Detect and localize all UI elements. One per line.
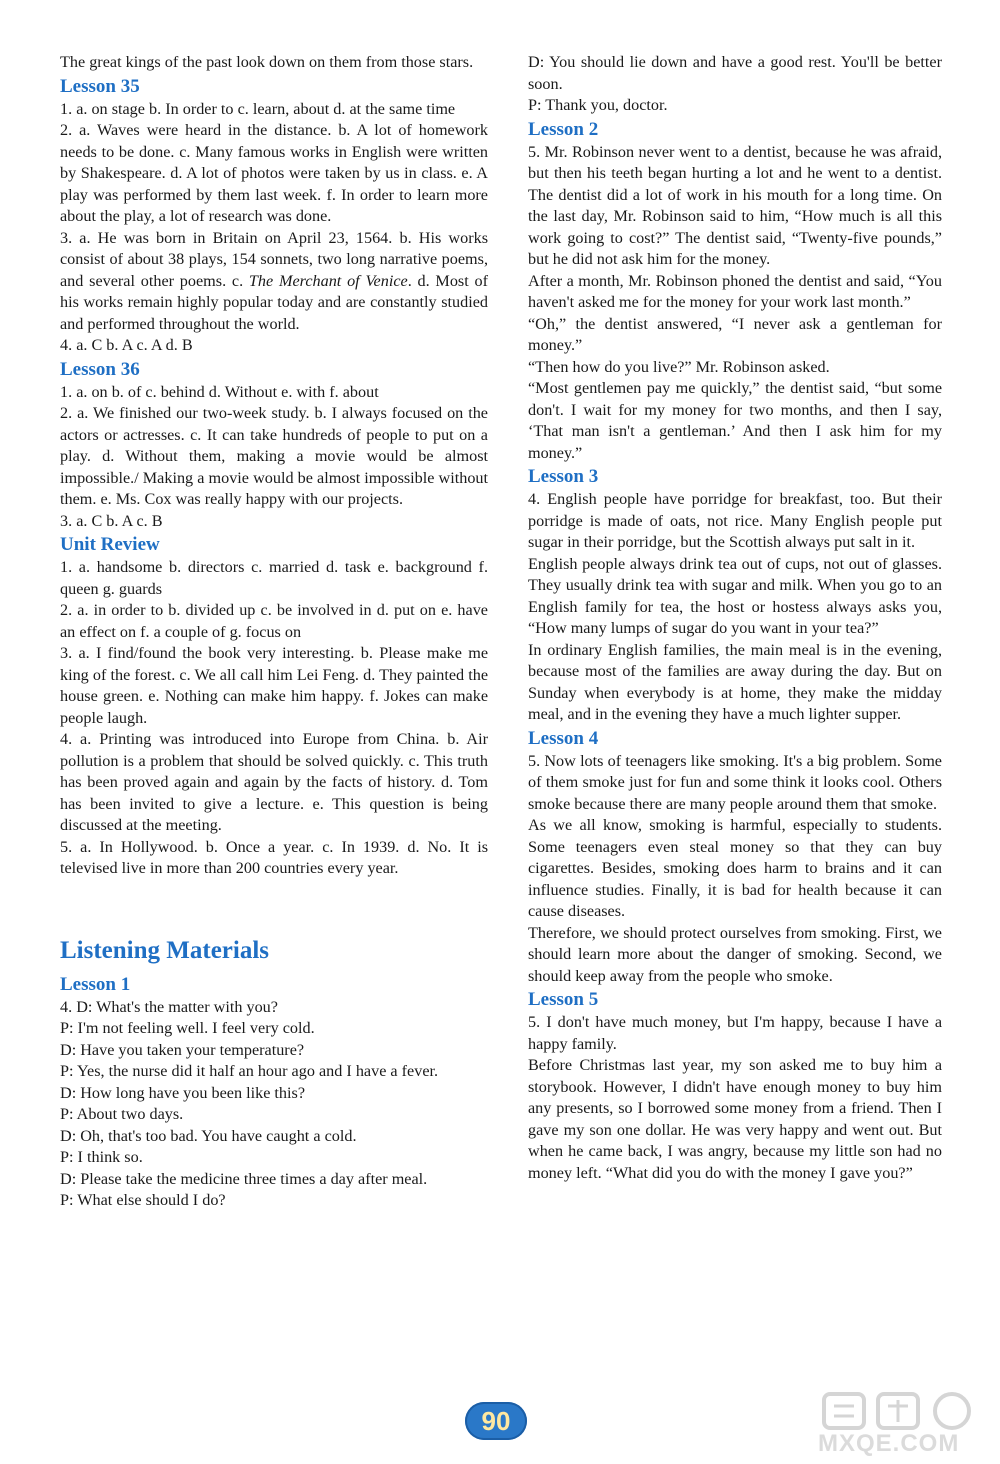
right-column xyxy=(528,52,942,1184)
lesson-3-paragraph: In ordinary English families, the main meal is in the evening, because most of the families are away during the day. But on Sunday when everybody is at home, they make the midday meal, and in the evening they have a much lighter supper. xyxy=(528,640,942,723)
dialogue-line: 4. D: What's the matter with you? xyxy=(60,997,278,1016)
dialogue-line: D: How long have you been like this? xyxy=(60,1083,306,1102)
lesson-35-answer-1: 1. a. on stage b. In order to c. learn, about d. at the same time xyxy=(60,99,456,118)
heading-lesson-3: Lesson 3 xyxy=(528,466,599,487)
dialogue-line: P: Yes, the nurse did it half an hour ago and I have a fever. xyxy=(60,1062,439,1080)
lesson-4-paragraph: 5. Now lots of teenagers like smoking. It's a big problem. Some of them smoke just for fun and some think it looks cool. Others smoke because there are many people around them that smoke. xyxy=(528,751,942,813)
dialogue-line: P: About two days. xyxy=(60,1105,184,1123)
lesson-2-paragraph: 5. Mr. Robinson never went to a dentist, because he was afraid, but then his teeth began hurting a lot and he went to a dentist. The dentist did a lot of work in his mouth for a long time. On the last day, Mr. Robinson said to him, “How much is all this work going to cost?” The dentist said, “Twenty-five pounds,” but he did not ask him for the money. xyxy=(528,142,942,268)
lesson-35-answer-4: 4. a. C b. A c. A d. B xyxy=(60,336,193,354)
heading-lesson-4: Lesson 4 xyxy=(528,727,599,749)
heading-unit-review: Unit Review xyxy=(60,534,160,555)
dialogue-line: D: Please take the medicine three times a day after meal. xyxy=(60,1169,428,1188)
lesson-35-answer-2: 2. a. Waves were heard in the distance. b. A lot of homework needs to be done. c. Many famous works in English were written by Shakespeare. d. A lot of photos were taken by us in class. e. A play was performed by them last week. f. In order to learn more about the play, a lot of research was done. xyxy=(60,121,488,225)
watermark-logo-icon xyxy=(820,1390,980,1432)
page-number: 90 xyxy=(481,1405,511,1436)
play-title: The Merchant of Venice xyxy=(248,271,408,290)
section-gap xyxy=(60,880,488,936)
lesson-5-paragraph: 5. I don't have much money, but I'm happy, because I have a happy family. xyxy=(528,1013,942,1053)
dialogue-line: P: I think so. xyxy=(60,1148,143,1166)
heading-lesson-36: Lesson 36 xyxy=(60,358,140,380)
lesson-2-paragraph: “Then how do you live?” Mr. Robinson asked. xyxy=(528,357,830,376)
heading-lesson-35: Lesson 35 xyxy=(60,75,140,97)
left-column xyxy=(60,52,488,1212)
lesson-3-paragraph: 4. English people have porridge for breakfast, too. But their porridge is made of oats, not rice. Many English people put sugar in their porridge, but the Scottish always put salt in it. xyxy=(528,490,942,551)
lesson-36-answer-3: 3. a. C b. A c. B xyxy=(60,511,163,530)
dialogue-line: D: You should lie down and have a good rest. You'll be better soon. xyxy=(528,53,942,93)
answer-3-text-a: 3. a. He was born in Britain on April 23, 1564. b. His works consist of about 38 plays, 154 sonnets, two long narrative poems, and several other poems. c. xyxy=(60,228,488,290)
unit-review-answer-3: 3. a. I find/found the book very interesting. b. Please make me king of the forest. c. We all call him Lei Feng. d. They painted the house green. e. Nothing can make him happy. f. Jokes can make people laugh. xyxy=(60,644,488,727)
lesson-2-paragraph: After a month, Mr. Robinson phoned the dentist and said, “You haven't asked me for the money for your work last month.” xyxy=(528,271,942,311)
unit-review-answer-5: 5. a. In Hollywood. b. Once a year. c. In 1939. d. No. It is televised live in more than 200 countries every year. xyxy=(60,837,488,877)
unit-review-answer-1: 1. a. handsome b. directors c. married d. task e. background f. queen g. guards xyxy=(60,558,488,598)
lesson-4-paragraph: As we all know, smoking is harmful, especially to students. Some teenagers even steal money so that they can buy cigarettes. Besides, smoking does harm to brains and it can influence studies. Finally, it is bad for health because it can cause diseases. xyxy=(528,816,942,920)
watermark-text: MXQE.COM xyxy=(818,1430,960,1457)
heading-lesson-5: Lesson 5 xyxy=(528,989,599,1010)
dialogue-line: D: Have you taken your temperature? xyxy=(60,1040,305,1059)
heading-lesson-1: Lesson 1 xyxy=(60,973,131,995)
lesson-5-paragraph: Before Christmas last year, my son asked me to buy him a storybook. However, I didn't have enough money to buy him any presents, so I borrowed some money from a friend. Then I gave my son one dollar. He was very happy and went out. But when he came back, I was angry, because my little son had no money left. “What did you do with the money I gave you?” xyxy=(528,1056,942,1182)
dialogue-line: P: Thank you, doctor. xyxy=(528,96,668,114)
lesson-36-answer-2: 2. a. We finished our two-week study. b. I always focused on the actors or actresses. c. It can take hundreds of people to put on a play. d. Without them, making a movie would be almost impossible./ Making a movie would be almost impossible without them. e. Ms. Cox was really happy with our projects. xyxy=(60,404,488,508)
unit-review-answer-4: 4. a. Printing was introduced into Europe from China. b. Air pollution is a problem that should be solved quickly. c. This truth has been proved again and again by the facts of history. d. Tom has been invited to give a lecture. e. This question is being discussed at the meeting. xyxy=(60,730,488,834)
watermark xyxy=(800,1390,990,1460)
lesson-2-paragraph: “Oh,” the dentist answered, “I never ask a gentleman for money.” xyxy=(528,314,942,354)
dialogue-line: P: What else should I do? xyxy=(60,1191,226,1209)
answer-3-text-c: . d. Most of his works remain highly popular today and are constantly studied and performed throughout the world. xyxy=(60,271,488,333)
lesson-36-answer-1: 1. a. on b. of c. behind d. Without e. with f. about xyxy=(60,382,379,401)
heading-listening-materials: Listening Materials xyxy=(60,936,270,964)
dialogue-line: P: I'm not feeling well. I feel very cold. xyxy=(60,1019,315,1037)
unit-review-answer-2: 2. a. in order to b. divided up c. be involved in d. put on e. have an effect on f. a couple of g. focus on xyxy=(60,601,488,641)
page-number-badge xyxy=(465,1402,527,1440)
lesson-4-paragraph: Therefore, we should protect ourselves from smoking. First, we should learn more about the danger of smoking. Second, we should keep away from the people who smoke. xyxy=(528,923,942,985)
intro-paragraph: The great kings of the past look down on them from those stars. xyxy=(60,53,474,71)
lesson-3-paragraph: English people always drink tea out of cups, not out of glasses. They usually drink tea with sugar and milk. When you go to an English family for tea, the host or hostess always asks you, “How many lumps of sugar do you want in your tea?” xyxy=(528,554,942,637)
lesson-35-answer-3 xyxy=(60,228,488,336)
lesson-2-paragraph: “Most gentlemen pay me quickly,” the dentist said, “but some don't. I wait for my money for two months, and then I say, ‘That man isn't a gentleman.’ And then I ask him for my money.” xyxy=(528,379,942,462)
heading-lesson-2: Lesson 2 xyxy=(528,118,599,140)
dialogue-line: D: Oh, that's too bad. You have caught a cold. xyxy=(60,1126,357,1145)
